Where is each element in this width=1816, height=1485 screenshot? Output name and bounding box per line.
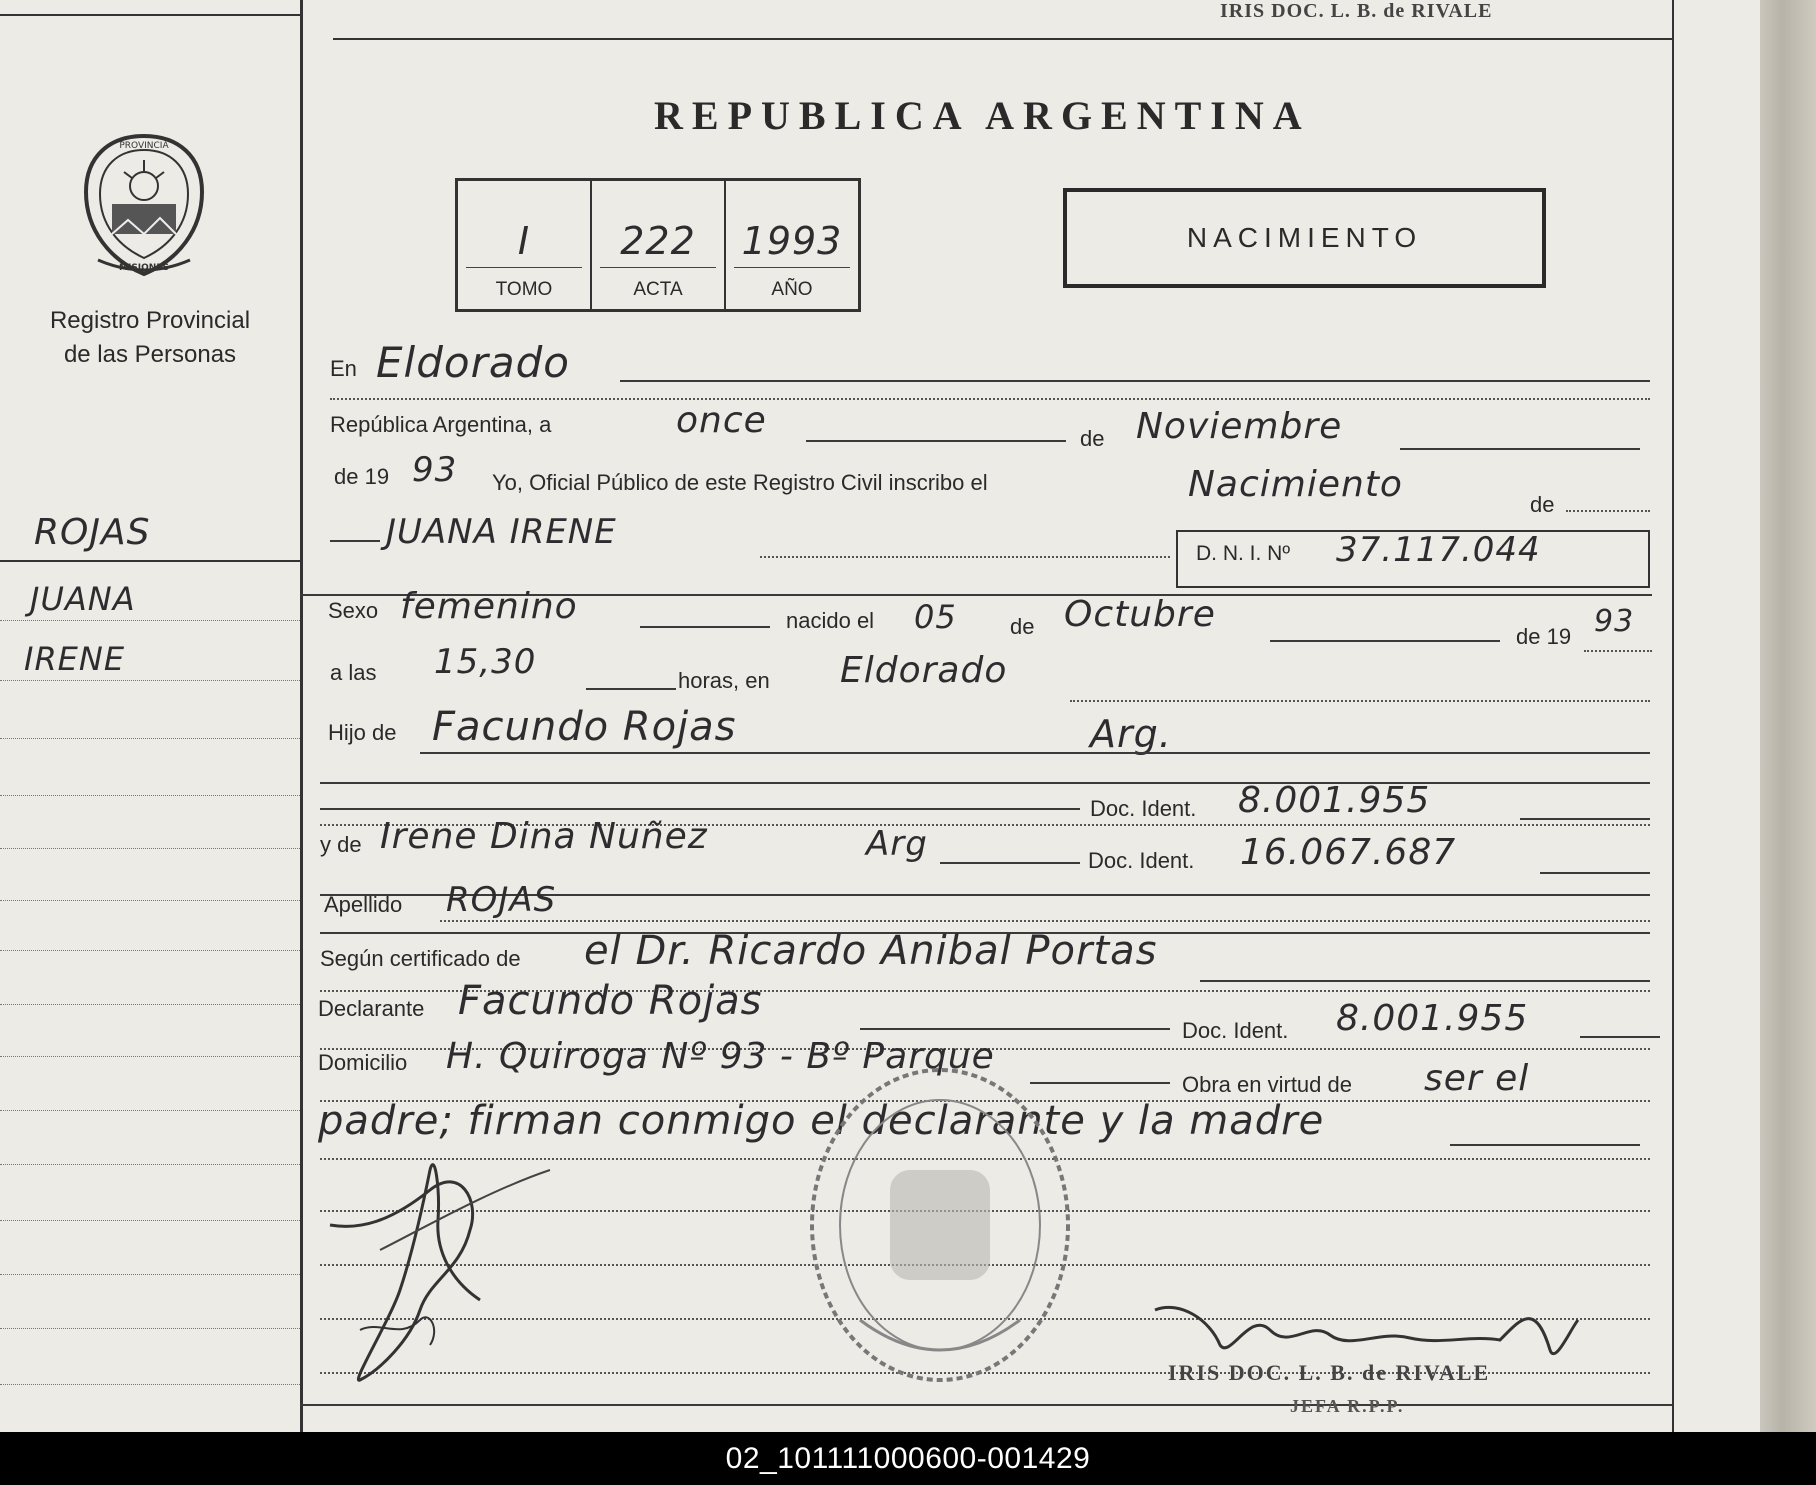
right-border-rule — [1672, 0, 1674, 1432]
left-rule — [0, 1056, 300, 1057]
left-rule — [0, 795, 300, 796]
father-doc-value: 8.001.955 — [1238, 780, 1431, 821]
yo-text: Yo, Oficial Público de este Registro Civil inscribo el — [492, 470, 988, 495]
left-rule — [0, 1384, 300, 1385]
registry-line-2: de las Personas — [63, 341, 237, 368]
official-stamp-name: IRIS DOC. L. B. de RIVALE — [1168, 1360, 1491, 1385]
page-edge — [1760, 0, 1816, 1432]
event-value: Nacimiento — [1188, 464, 1403, 505]
father-nat-value: Arg. — [1090, 712, 1172, 756]
register-box — [455, 178, 861, 312]
nacido-label: nacido el — [786, 608, 875, 633]
left-rule — [0, 1110, 300, 1111]
left-rule — [0, 620, 300, 621]
yde-label: y de — [320, 832, 362, 857]
domicilio-value: H. Quiroga Nº 93 - Bº Parque — [446, 1036, 995, 1077]
doc-ident-label-father: Doc. Ident. — [1090, 796, 1197, 821]
place-value: Eldorado — [376, 338, 570, 387]
day-words-value: once — [676, 400, 767, 441]
left-rule — [0, 738, 300, 739]
record-type-box — [1063, 188, 1546, 288]
official-signature-icon — [1150, 1290, 1580, 1370]
official-stamp-icon — [800, 1060, 1080, 1390]
left-rule — [0, 1164, 300, 1165]
segun-label: Según certificado de — [320, 946, 521, 971]
declarante-value: Facundo Rojas — [458, 978, 763, 1024]
acta-cell — [592, 181, 726, 309]
de19-label: de 19 — [334, 464, 390, 489]
left-rule — [0, 1328, 300, 1329]
left-rule — [0, 1004, 300, 1005]
horas-label: horas, en — [678, 668, 770, 693]
certificado-value: el Dr. Ricardo Anibal Portas — [584, 928, 1158, 974]
de-end-label: de — [1530, 492, 1555, 517]
doc-ident-label-declarante: Doc. Ident. — [1182, 1018, 1289, 1043]
tomo-value: I — [517, 219, 531, 263]
sexo-label: Sexo — [328, 598, 379, 623]
hijo-label: Hijo de — [328, 720, 397, 745]
footer-id: 02_101111000600-001429 — [725, 1441, 1091, 1475]
left-middle-name: IRENE — [24, 640, 126, 678]
left-rule — [0, 848, 300, 849]
alas-label: a las — [330, 660, 377, 685]
left-rule — [0, 1274, 300, 1275]
de19-label-2: de 19 — [1516, 624, 1572, 649]
year-suffix-value: 93 — [412, 450, 458, 490]
anio-label: AÑO — [771, 279, 813, 300]
obra-value: ser el — [1424, 1058, 1530, 1099]
anio-cell — [726, 181, 858, 309]
sexo-value: femenino — [400, 586, 578, 627]
left-first-name: JUANA — [30, 580, 136, 618]
apellido-label: Apellido — [324, 892, 403, 917]
birth-month-value: Octubre — [1064, 594, 1216, 635]
left-rule — [0, 900, 300, 901]
en-label: En — [330, 356, 357, 381]
declarant-signature-icon — [320, 1130, 560, 1390]
official-stamp-title: JEFA R.P.P. — [1290, 1396, 1405, 1416]
doc-ident-label-mother: Doc. Ident. — [1088, 848, 1195, 873]
birth-time-value: 15,30 — [434, 642, 537, 682]
corner-stamp-text: IRIS DOC. L. B. de RIVALE — [1220, 0, 1493, 22]
mother-name-value: Irene Dina Nuñez — [380, 816, 708, 857]
mother-doc-value: 16.067.687 — [1240, 832, 1457, 873]
acta-value: 222 — [620, 219, 696, 263]
republica-label: República Argentina, a — [330, 412, 552, 437]
footer-bar — [0, 1432, 1816, 1485]
father-name-value: Facundo Rojas — [432, 704, 737, 750]
obra-label: Obra en virtud de — [1182, 1072, 1352, 1097]
declarante-doc-value: 8.001.955 — [1336, 998, 1529, 1039]
left-rule — [0, 560, 300, 562]
tomo-label: TOMO — [495, 279, 553, 300]
anio-value: 1993 — [741, 219, 843, 263]
domicilio-label: Domicilio — [318, 1050, 408, 1075]
provincial-seal-icon — [78, 130, 210, 280]
obra-continuation-value: padre; firman conmigo el declarante y la madre — [318, 1098, 1325, 1144]
top-rule — [333, 38, 1673, 40]
dni-label: D. N. I. Nº — [1196, 542, 1291, 565]
seal-top-text: PROVINCIA — [119, 141, 169, 151]
tomo-cell — [458, 181, 592, 309]
left-rule — [0, 1220, 300, 1221]
child-name-value: JUANA IRENE — [386, 512, 617, 552]
de-label-2: de — [1010, 614, 1035, 639]
acta-label: ACTA — [633, 279, 683, 300]
seal-bottom-text: MISIONES — [119, 263, 169, 273]
left-rule — [0, 680, 300, 681]
dni-value: 37.117.044 — [1336, 530, 1541, 570]
left-surname: ROJAS — [34, 512, 151, 553]
left-top-rule — [0, 14, 300, 16]
de-label: de — [1080, 426, 1105, 451]
left-margin-column — [0, 0, 303, 1432]
birth-day-value: 05 — [914, 598, 957, 636]
record-type: NACIMIENTO — [1186, 222, 1423, 253]
declarante-label: Declarante — [318, 996, 425, 1021]
registry-name — [0, 304, 300, 372]
birth-place-value: Eldorado — [840, 650, 1008, 691]
document-title: REPUBLICA ARGENTINA — [654, 93, 1311, 138]
month-value: Noviembre — [1136, 406, 1343, 447]
left-rule — [0, 950, 300, 951]
birth-year-suffix-value: 93 — [1594, 604, 1635, 639]
apellido-value: ROJAS — [446, 880, 557, 920]
mother-nat-value: Arg — [866, 824, 928, 864]
registry-line-1: Registro Provincial — [49, 307, 251, 334]
